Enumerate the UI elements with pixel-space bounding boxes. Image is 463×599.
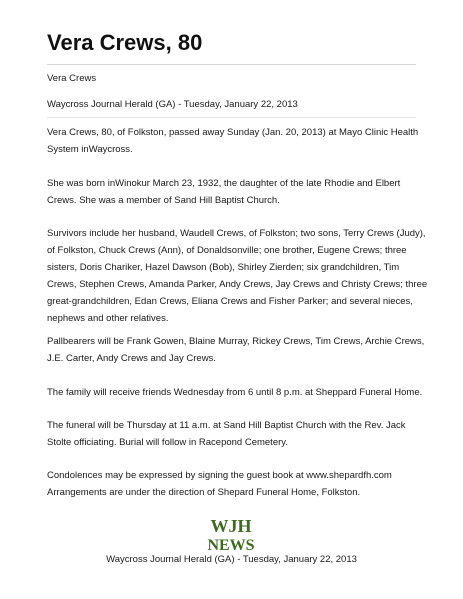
text-line: great-grandchildren, Edan Crews, Eliana Crews and Fisher Parker; and several nieces, xyxy=(47,296,413,307)
text-line: Survivors include her husband, Waudell Crews, of Folkston; two sons, Terry Crews (Judy), xyxy=(47,228,426,239)
text-line: Condolences may be expressed by signing the guest book at www.shepardfh.com xyxy=(47,470,392,481)
paragraph-birth xyxy=(47,175,419,209)
paragraph-death-notice xyxy=(47,124,419,158)
source-line: Waycross Journal Herald (GA) - Tuesday, January 22, 2013 xyxy=(47,99,298,110)
text-line: Crews. She was a member of Sand Hill Baptist Church. xyxy=(47,195,280,206)
text-line: The funeral will be Thursday at 11 a.m. at Sand Hill Baptist Church with the Rev. Jack xyxy=(47,420,406,431)
wjh-news-logo-icon xyxy=(205,515,257,553)
text-line: Vera Crews, 80, of Folkston, passed away Sunday (Jan. 20, 2013) at Mayo Clinic Health xyxy=(47,127,419,138)
text-line: The family will receive friends Wednesday from 6 until 8 p.m. at Sheppard Funeral Home. xyxy=(47,387,423,398)
text-line: Crews, Stephen Crews, Amanda Parker, Andy Crews, Jay Crews and Christy Crews; three xyxy=(47,279,428,290)
logo-wordmark-bottom: NEWS xyxy=(207,537,255,553)
paragraph-condolences xyxy=(47,467,419,501)
text-line: Pallbearers will be Frank Gowen, Blaine Murray, Rickey Crews, Tim Crews, Archie Crews, xyxy=(47,336,425,347)
paragraph-funeral xyxy=(47,417,419,451)
text-line: nephews and other relatives. xyxy=(47,313,169,324)
text-line: J.E. Carter, Andy Crews and Jay Crews. xyxy=(47,353,216,364)
title-divider xyxy=(47,64,416,65)
logo-wordmark-top: WJH xyxy=(210,516,252,536)
text-line: sisters, Doris Chariker, Hazel Dawson (Bob), Shirley Zierden; six grandchildren, Tim xyxy=(47,262,400,273)
paragraph-pallbearers xyxy=(47,333,425,367)
text-line: She was born inWinokur March 23, 1932, the daughter of the late Rhodie and Elbert xyxy=(47,178,401,189)
text-line: Stolte officiating. Burial will follow in Racepond Cemetery. xyxy=(47,437,288,448)
person-name: Vera Crews xyxy=(47,73,97,84)
page-title: Vera Crews, 80 xyxy=(47,30,203,55)
text-line: System inWaycross. xyxy=(47,144,133,155)
source-divider xyxy=(47,117,416,118)
text-line: Arrangements are under the direction of Shepard Funeral Home, Folkston. xyxy=(47,487,361,498)
paragraph-survivors xyxy=(47,225,428,327)
text-line: of Folkston, Chuck Crews (Ann), of Donaldsonville; one brother, Eugene Crews; three xyxy=(47,245,407,256)
paragraph-visitation xyxy=(47,384,423,401)
footer-source-line: Waycross Journal Herald (GA) - Tuesday, January 22, 2013 xyxy=(106,554,357,565)
